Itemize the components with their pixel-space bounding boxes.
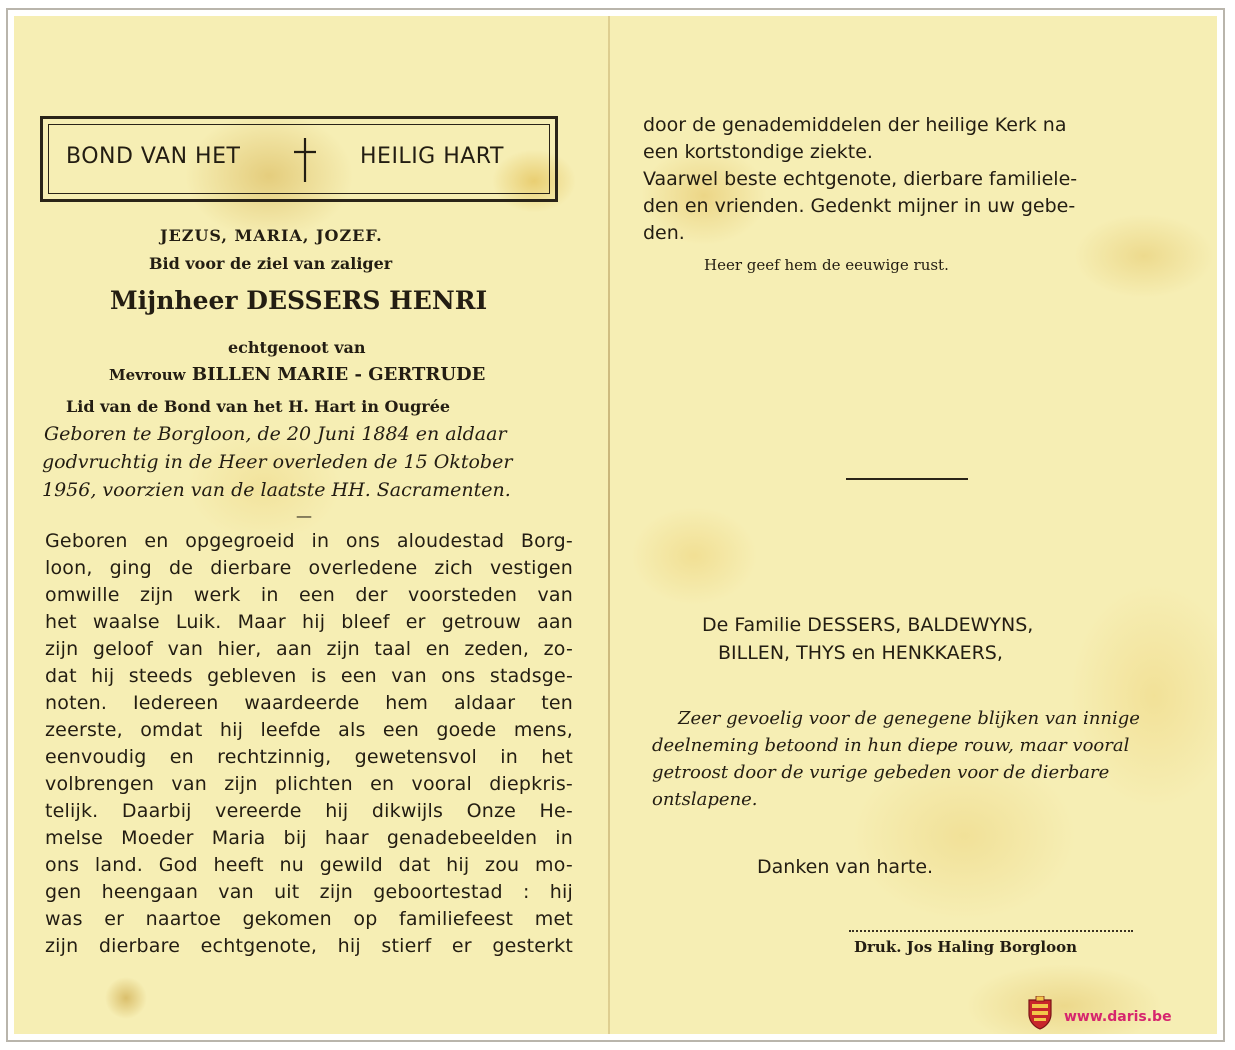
thanks-line: deelneming betoond in hun diepe rouw, maar vooral — [652, 735, 1130, 756]
body-line: gen heengaan van uit zijn geboortestad : hij — [45, 881, 573, 903]
spouse-name: BILLEN MARIE - GERTRUDE — [191, 364, 486, 385]
body-line: ons land. God heeft nu gewild dat hij zou mo- — [45, 854, 573, 876]
prayer-line: Heer geef hem de eeuwige rust. — [704, 256, 949, 274]
printer-line: Druk. Jos Haling Borgloon — [854, 938, 1078, 956]
header-right-text: HEILIG HART — [360, 144, 504, 169]
separator: — — [296, 506, 312, 525]
right-body-line: den en vrienden. Gedenkt mijner in uw gebe- — [643, 195, 1076, 217]
body-line: omwille zijn werk in een der voorsteden van — [45, 584, 573, 606]
body-line: eenvoudig en rechtzinnig, gewetensvol in het — [45, 746, 573, 768]
body-line: zijn dierbare echtgenote, hij stierf er gesterkt — [45, 935, 573, 957]
right-body-line: door de genademiddelen der heilige Kerk na — [643, 114, 1067, 136]
body-line: volbrengen van zijn plichten en vooral diepkris- — [45, 773, 573, 795]
body-line: was er naartoe gekomen op familiefeest met — [45, 908, 573, 930]
right-body-line: Vaarwel beste echtgenote, dierbare familiele- — [643, 168, 1078, 190]
body-line: Geboren en opgegroeid in ons aloudestad Borg- — [45, 530, 573, 552]
thanks-line: Zeer gevoelig voor de genegene blijken van innige — [678, 708, 1140, 729]
body-line: loon, ging de dierbare overledene zich vestigen — [45, 557, 573, 579]
deceased-name-line — [110, 286, 487, 315]
invocation: JEZUS, MARIA, JOZEF. — [160, 226, 383, 245]
closing-line: Danken van harte. — [757, 856, 934, 878]
family-line: BILLEN, THYS en HENKKAERS, — [718, 642, 1003, 664]
name-prefix: Mijnheer — [110, 286, 238, 315]
body-line: het waalse Luik. Maar hij bleef er getrouw aan — [45, 611, 573, 633]
birth-line: Geboren te Borgloon, de 20 Juni 1884 en aldaar — [44, 423, 507, 445]
body-line: noten. Iedereen waardeerde hem aldaar ten — [45, 692, 573, 714]
family-line: De Familie DESSERS, BALDEWYNS, — [702, 614, 1034, 636]
thanks-line: getroost door de vurige gebeden voor de dierbare — [652, 762, 1110, 783]
body-line: zeerste, omdat hij leefde als een goede mens, — [45, 719, 573, 741]
card-fold — [608, 16, 610, 1034]
thanks-line: ontslapene. — [652, 789, 758, 810]
body-line: zijn geloof van hier, aan zijn taal en zeden, zo- — [45, 638, 573, 660]
header-left-text: BOND VAN HET — [66, 144, 241, 169]
spouse-label: echtgenoot van — [228, 338, 366, 357]
dotted-rule — [849, 930, 1133, 932]
seal-icon — [1025, 996, 1055, 1030]
birth-line: 1956, voorzien van de laatste HH. Sacramenten. — [42, 479, 511, 501]
right-body-line: den. — [643, 222, 685, 244]
spouse-line — [109, 364, 485, 385]
birth-line: godvruchtig in de Heer overleden de 15 Oktober — [42, 451, 513, 473]
body-line: dat hij steeds gebleven is een van ons stadsge- — [45, 665, 573, 687]
member-line: Lid van de Bond van het H. Hart in Ougrée — [66, 397, 451, 416]
divider-line — [846, 478, 968, 480]
spouse-prefix: Mevrouw — [109, 366, 186, 384]
pray-line: Bid voor de ziel van zaliger — [149, 254, 393, 273]
deceased-name: DESSERS HENRI — [246, 286, 488, 315]
body-line: telijk. Daarbij vereerde hij dikwijls Onze He- — [45, 800, 573, 822]
cross-icon — [292, 136, 318, 184]
body-line: melse Moeder Maria bij haar genadebeelden in — [45, 827, 573, 849]
watermark-text: www.daris.be — [1064, 1009, 1172, 1025]
memorial-card — [14, 16, 1217, 1034]
right-body-line: een kortstondige ziekte. — [643, 141, 873, 163]
